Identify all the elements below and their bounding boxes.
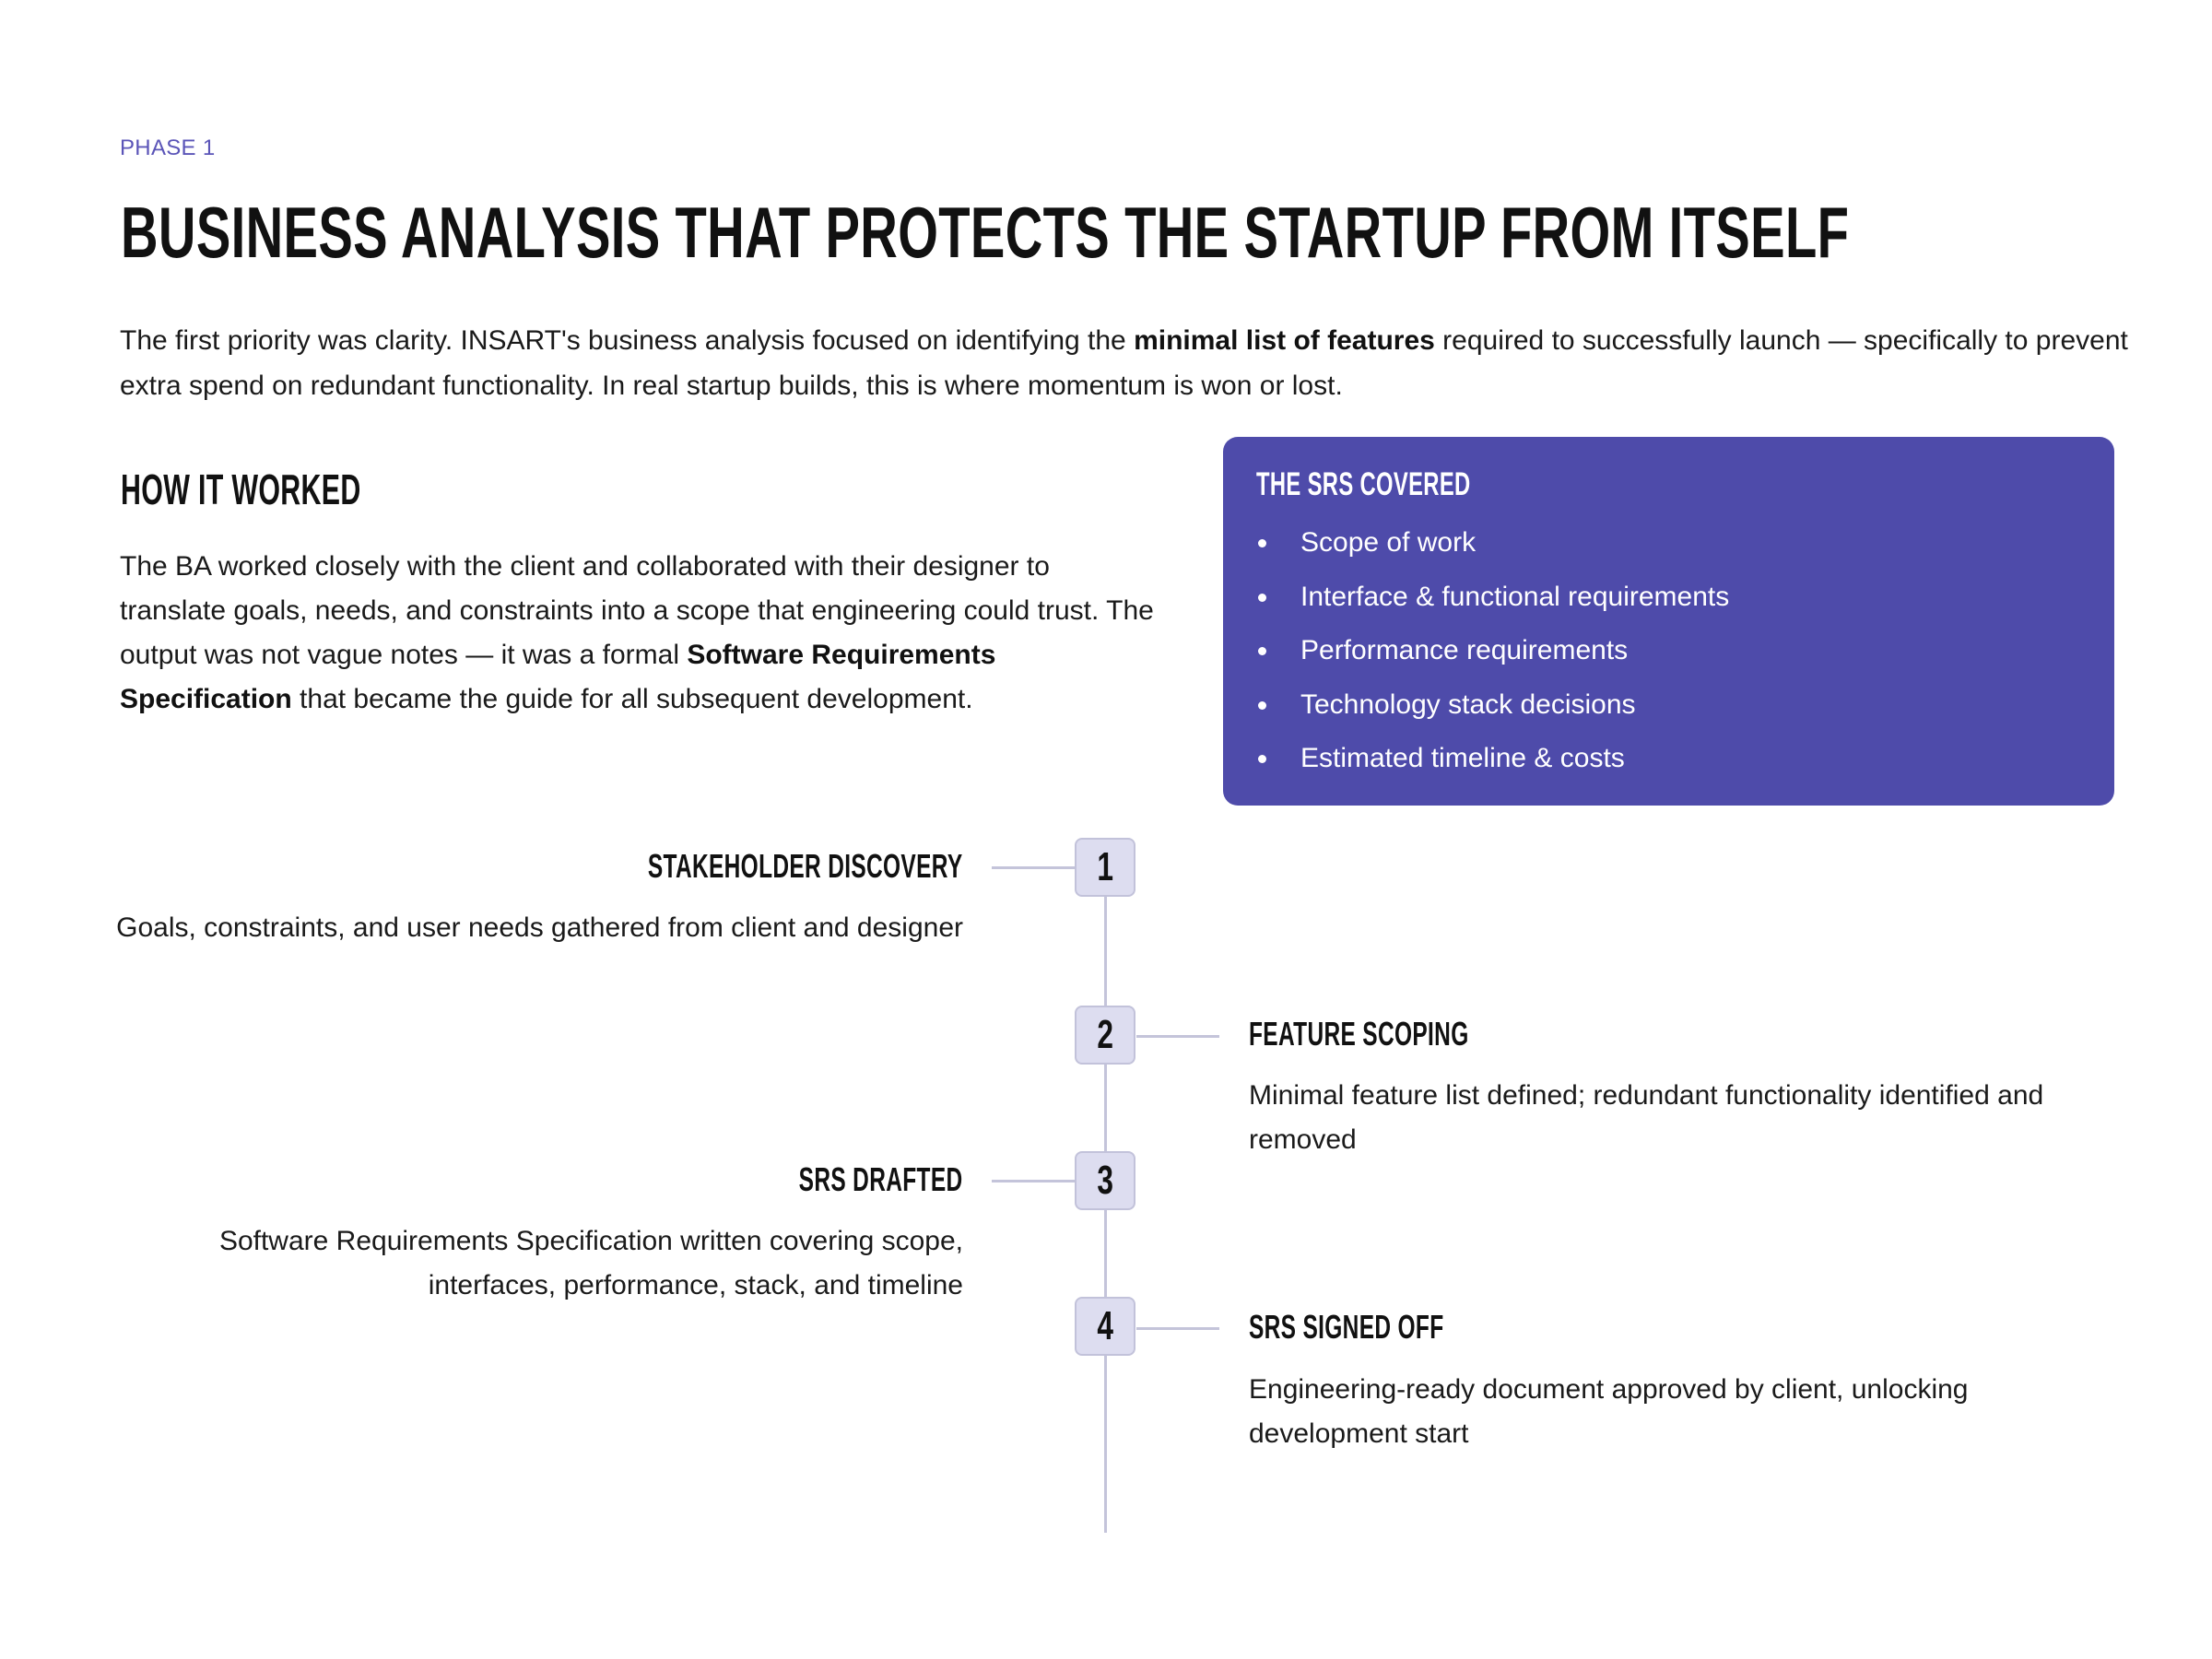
intro-paragraph xyxy=(120,318,2129,408)
how-bold-text: Software Requirements Specification xyxy=(120,640,996,714)
step-description: Minimal feature list defined; redundant functionality identified and removed xyxy=(1249,1080,2044,1155)
intro-bold-text: minimal list of features xyxy=(1134,325,1435,356)
srs-item-label: Technology stack decisions xyxy=(1300,688,1636,720)
how-it-worked-paragraph xyxy=(120,545,1161,722)
timeline-connector xyxy=(992,866,1075,869)
srs-list xyxy=(1256,516,1729,786)
step-title-stakeholder-discovery: STAKEHOLDER DISCOVERY xyxy=(648,847,963,885)
step-number: 1 xyxy=(1097,844,1113,889)
bullet-icon xyxy=(1258,755,1266,763)
bullet-icon xyxy=(1258,539,1266,547)
step-title-srs-drafted: SRS DRAFTED xyxy=(799,1160,963,1198)
timeline-connector xyxy=(992,1180,1075,1182)
timeline-connector xyxy=(1136,1327,1219,1330)
timeline-vertical-line xyxy=(1104,894,1107,1533)
srs-list-item xyxy=(1256,624,1729,678)
step-badge-1 xyxy=(1075,838,1135,897)
how-it-worked-heading: HOW IT WORKED xyxy=(121,465,361,513)
srs-card-title: THE SRS COVERED xyxy=(1256,466,1471,502)
step-badge-3 xyxy=(1075,1151,1135,1210)
bullet-icon xyxy=(1258,647,1266,655)
srs-item-label: Scope of work xyxy=(1300,527,1477,558)
how-text-1: The BA worked closely with the client and collaborated with their designer to translate goals, needs, and constraints into a scope that engineering could trust. The output was not vague notes — it was a formal xyxy=(120,551,1154,670)
step-description: Engineering-ready document approved by client, unlocking development start xyxy=(1249,1374,1969,1449)
srs-list-item xyxy=(1256,678,1729,733)
phase-eyebrow: PHASE 1 xyxy=(120,135,216,160)
how-text-2: that became the guide for all subsequent development. xyxy=(291,684,973,714)
bullet-icon xyxy=(1258,701,1266,710)
step-description: Software Requirements Specification written covering scope, interfaces, performance, stack, and timeline xyxy=(218,1226,963,1300)
srs-covered-card xyxy=(1223,437,2114,806)
srs-item-label: Performance requirements xyxy=(1300,635,1629,665)
step-number: 4 xyxy=(1097,1303,1113,1348)
step-title-feature-scoping: FEATURE SCOPING xyxy=(1249,1015,1469,1053)
step-number: 2 xyxy=(1097,1012,1113,1057)
step-title-srs-signed-off: SRS SIGNED OFF xyxy=(1249,1308,1444,1346)
step-description: Goals, constraints, and user needs gathered from client and designer xyxy=(116,912,963,943)
timeline-connector xyxy=(1136,1035,1219,1038)
step-badge-4 xyxy=(1075,1297,1135,1356)
intro-text-1: The first priority was clarity. INSART's business analysis focused on identifying the xyxy=(120,325,1135,356)
srs-item-label: Estimated timeline & costs xyxy=(1300,743,1625,773)
srs-item-label: Interface & functional requirements xyxy=(1300,581,1730,612)
page-title: BUSINESS ANALYSIS THAT PROTECTS THE STARTUP FROM ITSELF xyxy=(121,192,1850,273)
srs-list-item xyxy=(1256,732,1729,786)
srs-list-item xyxy=(1256,571,1729,625)
intro-text-2: required to successfully launch — specifically to prevent extra spend on redundant functionality. In real startup builds, this is where momentum is won or lost. xyxy=(120,325,2128,401)
srs-list-item xyxy=(1256,516,1729,571)
bullet-icon xyxy=(1258,594,1266,602)
step-badge-2 xyxy=(1075,1006,1135,1065)
step-number: 3 xyxy=(1097,1158,1113,1203)
